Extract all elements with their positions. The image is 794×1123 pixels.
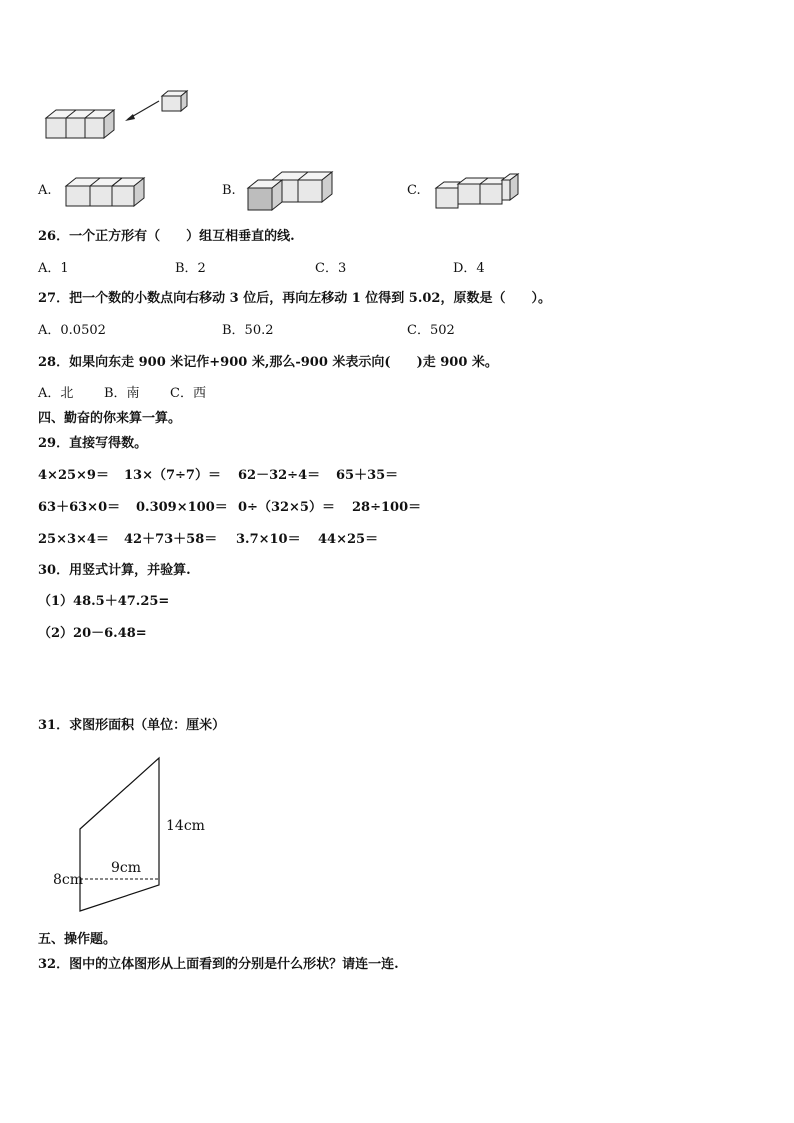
q29-expr-2-1: 63＋63×0＝: [38, 500, 121, 515]
q26-option-d[interactable]: D．4: [453, 261, 485, 276]
q29-expr-3-4: 44×25＝: [318, 532, 379, 547]
q29-expr-2-3: 0÷（32×5）＝: [238, 500, 335, 515]
q27-option-a[interactable]: A．0.0502: [38, 323, 106, 338]
q29-expr-1-2: 13×（7÷7）＝: [124, 468, 221, 483]
trapezoid-outline: [80, 758, 159, 911]
option-b-label: B.: [222, 183, 236, 198]
q31-trapezoid-figure: [40, 752, 220, 922]
q29-expr-3-3: 3.7×10＝: [236, 532, 301, 547]
q29-expr-2-4: 28÷100＝: [352, 500, 422, 515]
q29-expr-2-2: 0.309×100＝: [136, 500, 228, 515]
q31-label-middle: 9cm: [111, 860, 142, 876]
q31-label-left: 8cm: [53, 872, 84, 888]
q29-expr-3-1: 25×3×4＝: [38, 532, 109, 547]
q26-stem: 26．一个正方形有（ ）组互相垂直的线.: [38, 229, 295, 244]
q28-stem: 28．如果向东走 900 米记作+900 米,那么-900 米表示向( )走 900 米。: [38, 355, 498, 370]
q26-option-a[interactable]: A．1: [38, 261, 69, 276]
section-5-heading: 五、操作题。: [38, 932, 117, 947]
q29-stem: 29．直接写得数。: [38, 436, 148, 451]
arrow-head: [125, 114, 135, 121]
option-b-figure[interactable]: [246, 168, 346, 214]
q26-option-c[interactable]: C．3: [315, 261, 347, 276]
option-a-figure[interactable]: [64, 172, 154, 212]
q27-option-b[interactable]: B．50.2: [222, 323, 274, 338]
q30-item-1: （1）48.5＋47.25=: [38, 594, 170, 609]
q29-expr-1-4: 65＋35＝: [336, 468, 399, 483]
q27-option-c[interactable]: C．502: [407, 323, 455, 338]
section-4-heading: 四、勤奋的你来算一算。: [38, 411, 182, 426]
q30-stem: 30．用竖式计算，并验算.: [38, 563, 191, 578]
q30-item-2: （2）20－6.48=: [38, 626, 147, 641]
q26-option-b[interactable]: B．2: [175, 261, 206, 276]
q28-option-a[interactable]: A．北: [38, 386, 74, 401]
q25-source-figure: [40, 88, 200, 148]
single-cube: [162, 91, 187, 111]
q31-label-right: 14cm: [166, 818, 205, 834]
q29-expr-1-1: 4×25×9＝: [38, 468, 109, 483]
q28-option-b[interactable]: B．南: [104, 386, 140, 401]
cube-row: [46, 110, 114, 138]
q31-stem: 31．求图形面积（单位：厘米）: [38, 718, 226, 733]
q27-stem: 27．把一个数的小数点向右移动 3 位后，再向左移动 1 位得到 5.02，原数是（ ）。: [38, 291, 551, 306]
q29-expr-3-2: 42＋73＋58＝: [124, 532, 218, 547]
q28-option-c[interactable]: C．西: [170, 386, 206, 401]
q32-stem: 32．图中的立体图形从上面看到的分别是什么形状？请连一连.: [38, 957, 399, 972]
option-c-label: C.: [407, 183, 421, 198]
option-a-label: A.: [38, 183, 52, 198]
q29-expr-1-3: 62－32÷4＝: [238, 468, 321, 483]
option-c-figure[interactable]: [432, 170, 532, 210]
